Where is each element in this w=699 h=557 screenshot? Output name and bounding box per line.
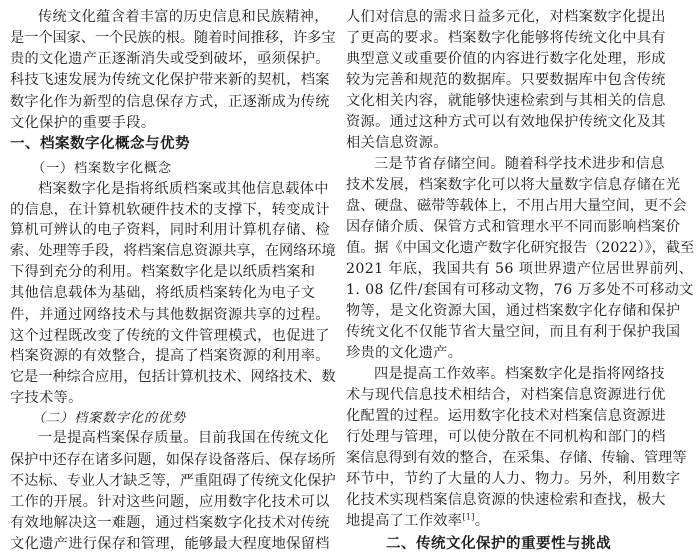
body-line: 这个过程既改变了传统的文件管理模式，也促进了 [10,327,330,344]
body-text: 。 [474,513,490,530]
body-line: 算机可辨认的电子资料，同时利用计算机存储、检 [10,222,330,238]
intro-line: 是一个国家、一个民族的根。随着时间推移，许多宝 [10,30,336,47]
body-line: 下得到充分的利用。档案数字化是以纸质档案和 [10,264,316,281]
body-line: 文化遗产进行保存和管理，能够最大程度地保留档 [10,536,330,552]
body-line: 较为完善和规范的数据库。只要数据库中包含传统 [346,72,666,88]
body-line: 档案数字化是指将纸质档案或其他信息载体中 [38,180,329,197]
intro-line: 传统文化蕴含着丰富的历史信息和民族精神， [38,9,329,25]
body-line: 值。据《中国文化遗产数字化研究报告（2022）》，截至 [346,240,695,257]
body-line: 术与现代信息技术相结合，对档案信息资源进行优 [346,387,666,404]
body-line: 不达标、专业人才缺乏等，严重阻碍了传统文化保护 [10,472,336,489]
body-line: 的信息，在计算机软硬件技术的支撑下，转变成计 [10,201,330,218]
body-line: 案信息得到有效的整合，在采集、存储、传输、管理等 [346,450,687,467]
intro-line: 贵的文化遗产正逐渐消失或受到破坏，亟须保护。 [10,51,330,68]
body-line: 化技术实现档案信息资源的快速检索和查找，极大 [346,492,666,509]
section-heading: 一、档案数字化概念与优势 [10,135,190,152]
body-line [346,510,489,532]
body-line: 1. 08 亿件/套国有可移动文物，76 万多处不可移动文 [346,282,694,299]
body-line: 件，并通过网络技术与其他数据资源共享的过程。 [10,306,330,323]
body-line: 因存储介质、保管方式和管理水平不同而影响档案价 [346,219,681,236]
body-line: 它是一种综合应用，包括计算机技术、网络技术、数 [10,368,336,385]
body-line: 其他信息载体为基础，将纸质档案转化为电子文 [10,285,316,302]
body-line: 档案资源的有效整合，提高了档案资源的利用率。 [10,347,330,364]
body-line: 典型意义或重要价值的内容进行数字化处理，形成 [346,51,666,67]
body-line: 字技术等。 [10,390,83,406]
body-line: 文化相关内容，就能够快速检索到与其相关的信息 [346,93,666,109]
body-line: 技术发展，档案数字化可以将大量数字信息存储在光 [346,177,681,194]
section-heading: 二、传统文化保护的重要性与挑战 [386,536,611,552]
citation-marker: [1] [462,512,475,522]
body-line: 保护中还存在诸多问题，如保存设备落后、保存场所 [10,451,336,468]
body-line: 了更高的要求。档案数字化能够将传统文化中具有 [346,30,666,46]
intro-line: 数字化作为新型的信息保存方式，正逐渐成为传统 [10,93,330,110]
body-line: 化配置的过程。运用数字化技术对档案信息资源进 [346,408,666,425]
body-line: 四是提高工作效率。档案数字化是指将网络技 [374,366,665,383]
body-line: 三是节省存储空间。随着科学技术进步和信息 [374,156,665,172]
body-line: 工作的开展。针对这些问题，应用数字化技术可以 [10,493,330,510]
body-line: 传统文化不仅能节省大量空间，而且有利于保护我国 [346,324,681,341]
body-line: 行处理与管理，可以使分散在不同机构和部门的档 [346,429,666,446]
subsection-heading: （二）档案数字化的优势 [32,411,186,427]
intro-line: 科技飞速发展为传统文化保护带来新的契机，档案 [10,72,330,89]
body-line: 物等，是文化资源大国，通过档案数字化存储和保护 [346,303,681,320]
body-line: 人们对信息的需求日益多元化，对档案数字化提出 [346,9,666,25]
body-line: 资源。通过这种方式可以有效地保护传统文化及其 [346,114,666,130]
body-line: 索、处理等手段，将档案信息资源共享，在网络环境 [10,243,336,260]
body-line: 有效地解决这一难题，通过档案数字化技术对传统 [10,514,330,531]
body-line: 盘、硬盘、磁带等载体上，不用占用大量空间，更不会 [346,198,687,215]
body-text: 地提高了工作效率 [346,513,463,530]
body-line: 环节中，节约了大量的人力、物力。另外，利用数字 [346,471,681,488]
body-line: 珍贵的文化遗产。 [346,345,463,362]
body-line: 一是提高档案保存质量。目前我国在传统文化 [38,430,329,447]
intro-line: 文化保护的重要手段。 [10,114,156,131]
body-line: 2021 年底，我国共有 56 项世界遗产位居世界前列、 [346,261,694,278]
body-line: 相关信息资源。 [346,135,448,151]
subsection-heading: （一）档案数字化概念 [32,160,172,176]
